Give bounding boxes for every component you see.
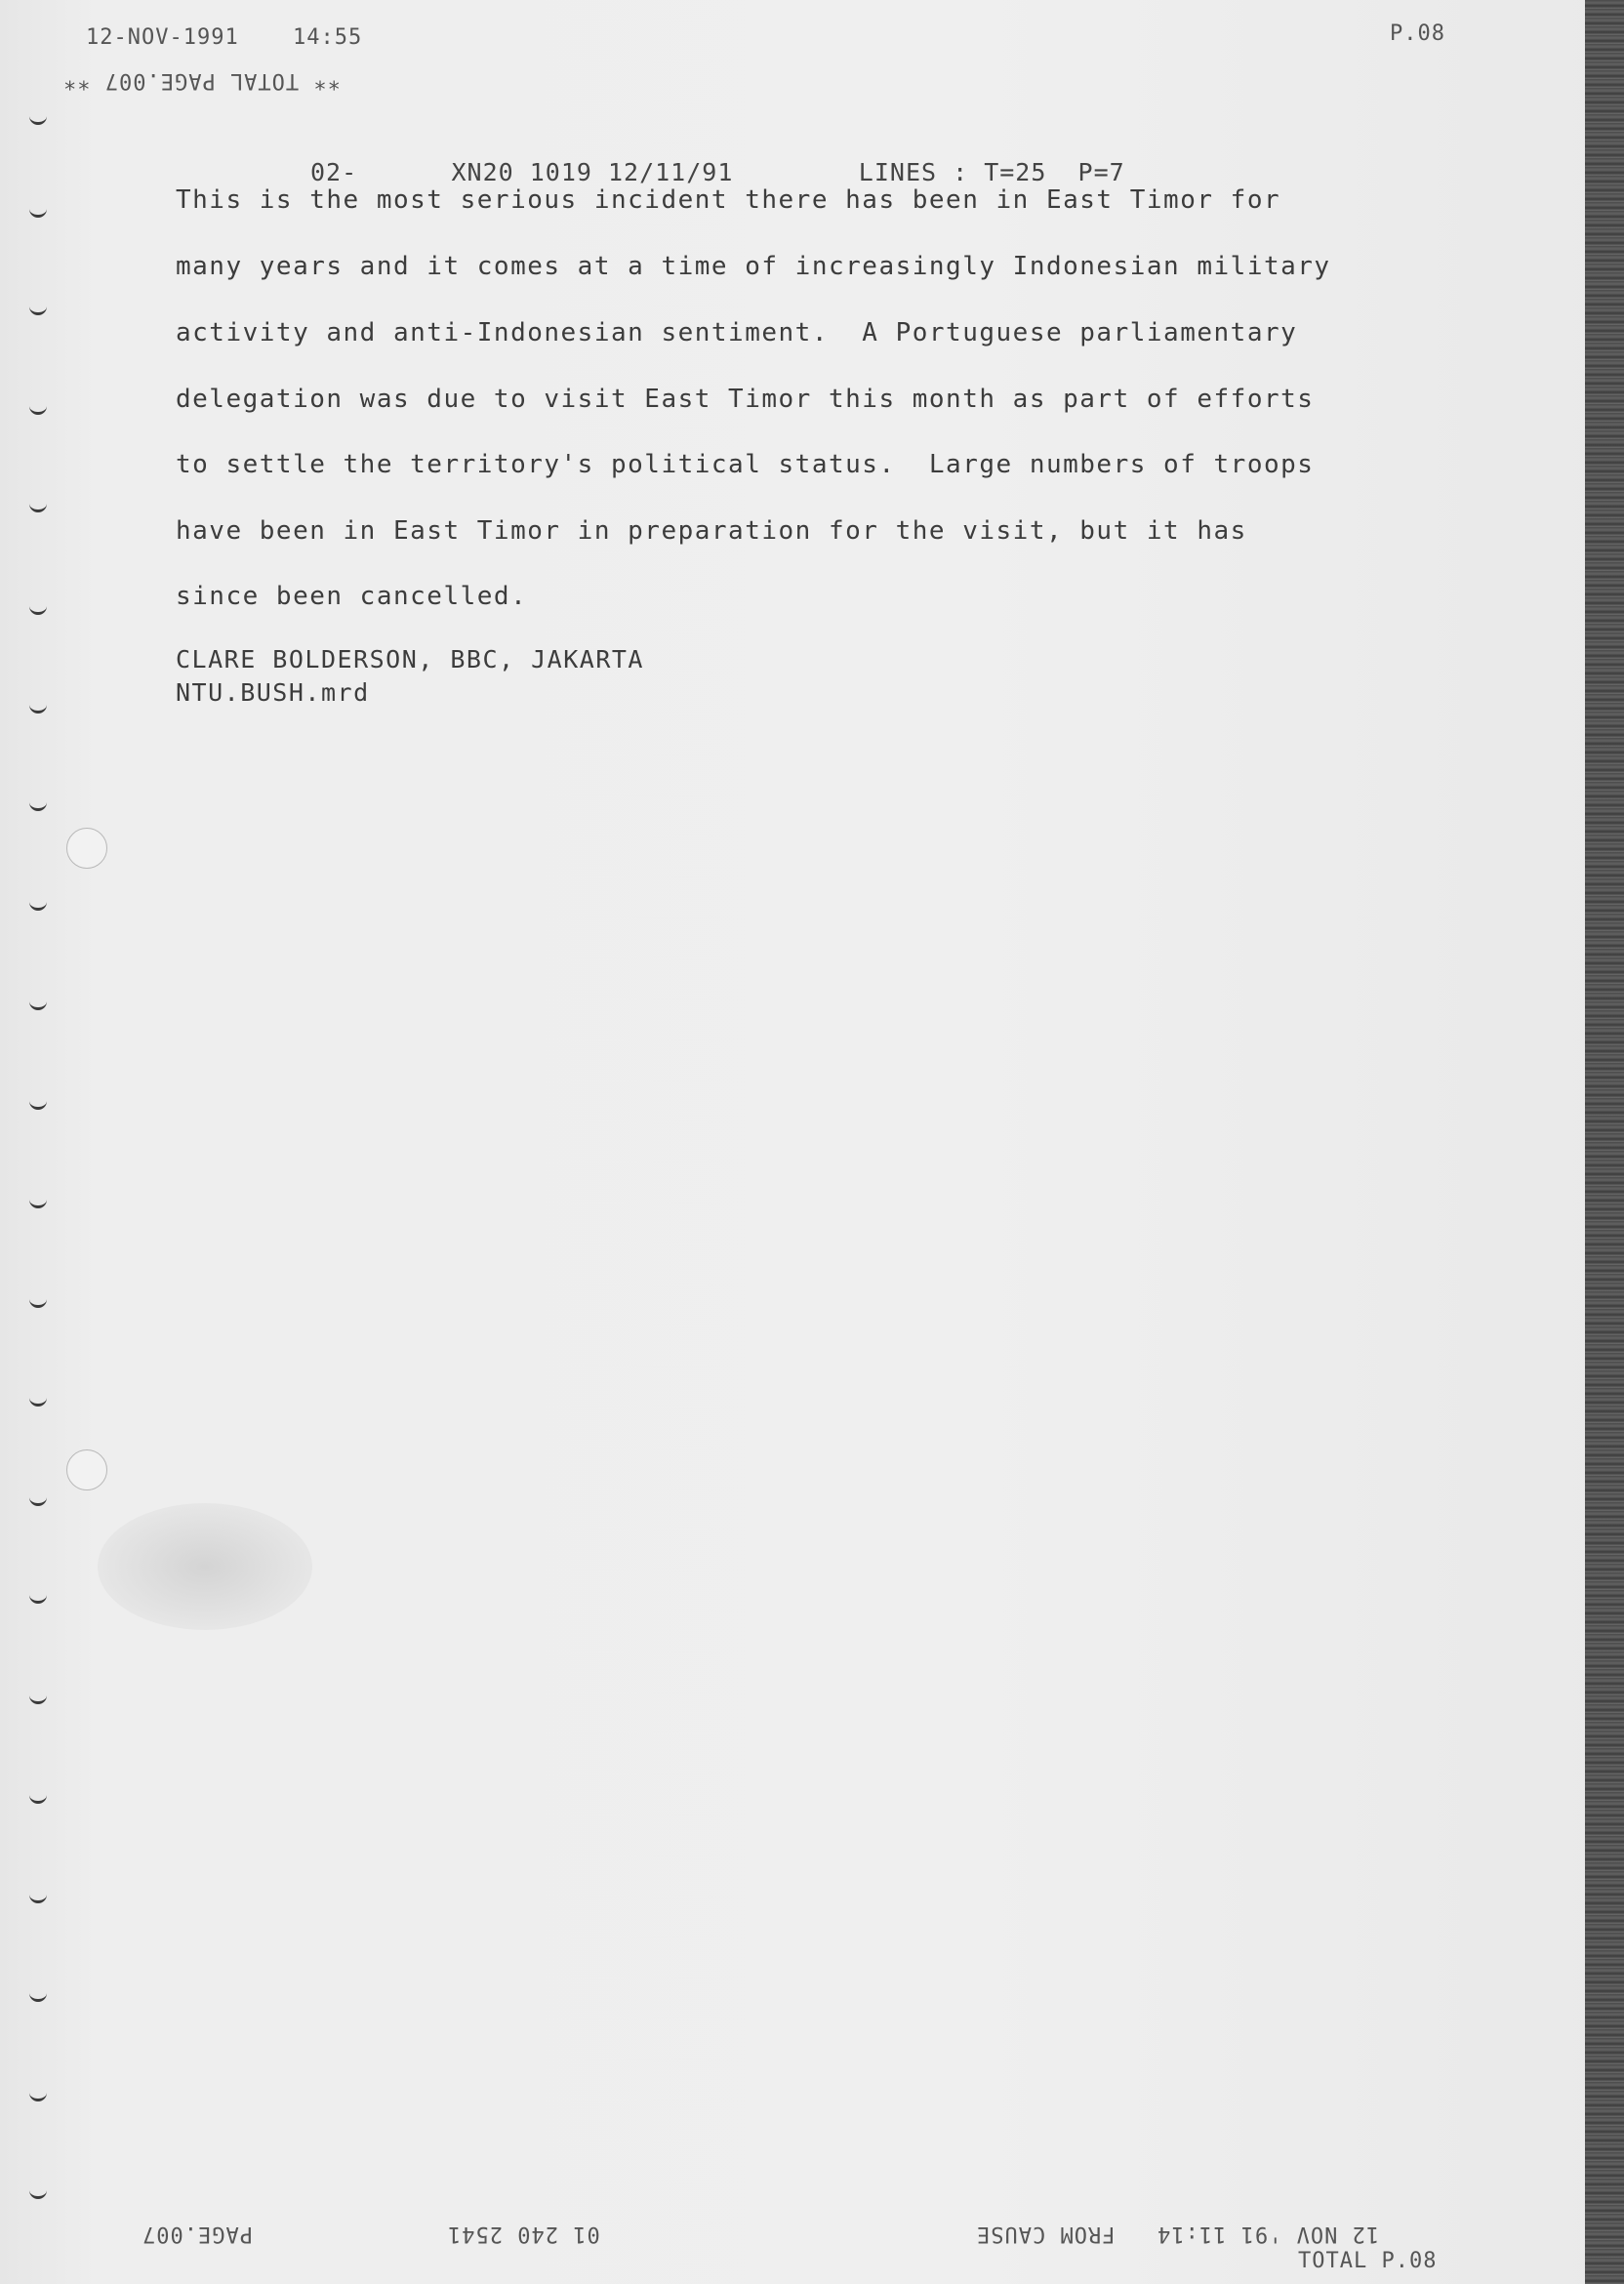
margin-mark xyxy=(29,112,47,125)
margin-mark xyxy=(29,205,47,218)
footer-right-mirrored: 12 NOV '91 11:14 FROM CAUSE xyxy=(976,2222,1380,2246)
margin-mark xyxy=(29,1989,47,2002)
margin-mark xyxy=(29,1394,47,1407)
body-line-5: to settle the territory's political status. Large numbers of troops xyxy=(176,450,1315,479)
body-line-7: since been cancelled. xyxy=(176,582,528,611)
margin-mark xyxy=(29,402,47,415)
footer-mid-mirrored: 01 240 2541 xyxy=(447,2222,600,2246)
body-line-3: activity and anti-Indonesian sentiment. A Portuguese parliamentary xyxy=(176,318,1298,347)
byline: CLARE BOLDERSON, BBC, JAKARTA xyxy=(176,645,644,673)
margin-mark xyxy=(29,2186,47,2199)
margin-mark xyxy=(29,1295,47,1308)
margin-mark xyxy=(29,898,47,911)
body-line-2: many years and it comes at a time of increasingly Indonesian military xyxy=(176,252,1331,281)
margin-mark xyxy=(29,1791,47,1804)
margin-mark xyxy=(29,500,47,512)
body-line-6: have been in East Timor in preparation for the visit, but it has xyxy=(176,516,1247,546)
reference-code: NTU.BUSH.mrd xyxy=(176,678,370,707)
margin-mark xyxy=(29,303,47,315)
footer-total-pages: TOTAL P.08 xyxy=(1298,2249,1438,2273)
smudge xyxy=(98,1503,312,1630)
body-line-4: delegation was due to visit East Timor this month as part of efforts xyxy=(176,385,1315,414)
page-edge-band xyxy=(1585,0,1624,2284)
footer-left-mirrored: PAGE.007 xyxy=(142,2222,253,2246)
body-line-1: This is the most serious incident there has been in East Timor for xyxy=(176,185,1281,215)
fax-time: 14:55 xyxy=(293,25,363,50)
margin-mark xyxy=(29,1493,47,1506)
margin-mark xyxy=(29,798,47,811)
fax-date: 12-NOV-1991 xyxy=(86,25,239,50)
margin-mark xyxy=(29,1591,47,1604)
margin-mark xyxy=(29,1097,47,1110)
margin-mark xyxy=(29,1891,47,1903)
margin-mark xyxy=(29,602,47,615)
fax-page-label: P.08 xyxy=(1390,21,1445,46)
margin-mark xyxy=(29,701,47,714)
margin-mark xyxy=(29,2089,47,2101)
margin-mark xyxy=(29,1692,47,1704)
margin-mark xyxy=(29,998,47,1010)
punch-hole xyxy=(66,828,107,869)
fax-total-pages-mirrored: ** TOTAL PAGE.007 ** xyxy=(62,68,341,93)
punch-hole xyxy=(66,1449,107,1490)
message-header: 02- XN20 1019 12/11/91 LINES : T=25 P=7 xyxy=(310,158,1125,186)
margin-mark xyxy=(29,1196,47,1208)
